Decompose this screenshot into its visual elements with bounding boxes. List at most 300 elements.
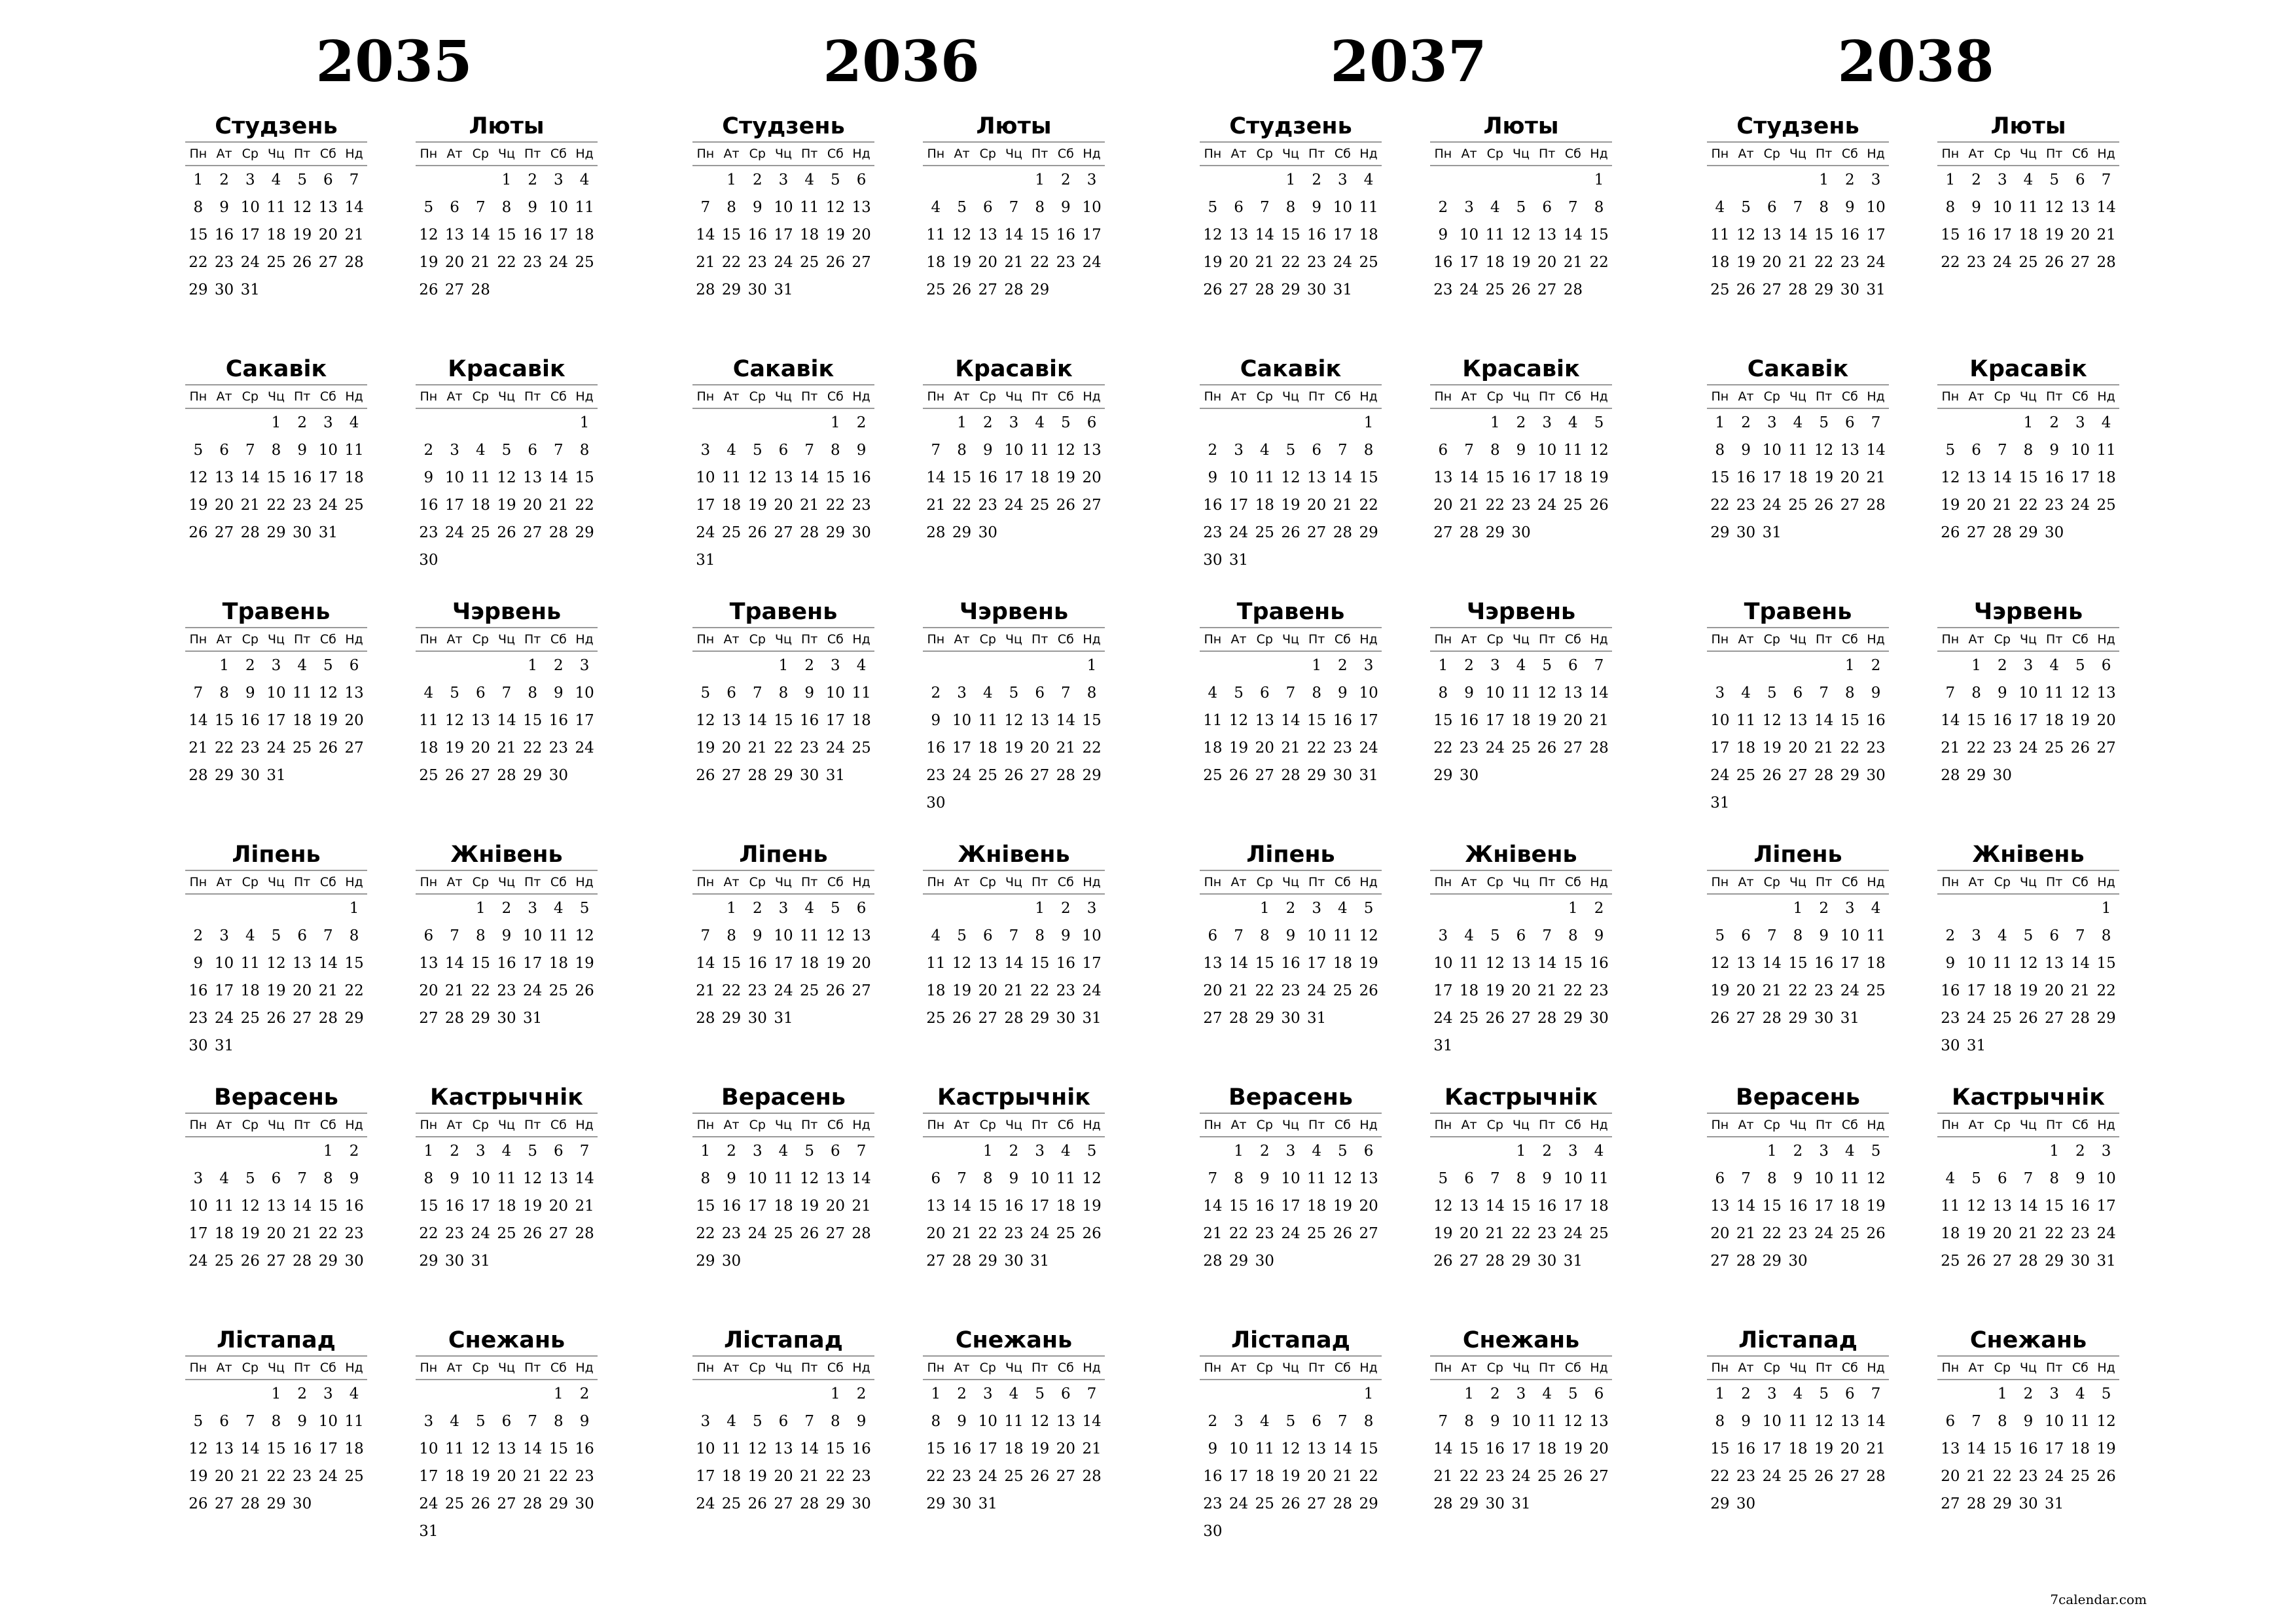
day-cell: 20 [523,497,543,514]
day-cell: 9 [501,927,512,944]
day-cell: 22 [1710,497,1730,514]
day-cell: 5 [193,442,204,459]
day-cell [520,546,546,574]
day-cell: 21 [523,1468,543,1485]
weekday-label: Пт [520,1113,546,1137]
day-cell: 15 [1814,226,1834,243]
weekday-label: Пт [1027,1113,1053,1137]
weekday-label: Сб [546,1356,572,1380]
weekday-label: Сб [823,142,849,166]
weekday-label: Нд [1355,628,1382,651]
day-cell: 14 [1966,1440,1986,1457]
day-cell: 14 [1762,955,1782,972]
day-cell: 2 [856,414,867,431]
day-cell: 2 [349,1143,359,1160]
day-cell: 26 [1966,1253,1986,1270]
weekday-label: Ср [975,870,1001,894]
day-cell: 20 [1788,740,1808,757]
day-cell: 14 [696,955,715,972]
day-cell: 12 [1563,1413,1583,1430]
day-cell: 23 [344,1225,364,1242]
day-cell: 24 [1459,281,1479,298]
day-cell: 13 [1710,1198,1730,1215]
day-cell: 29 [1281,281,1300,298]
day-cell: 23 [1840,254,1859,271]
day-cell: 7 [1871,1385,1881,1402]
site-credit: 7calendar.com [2050,1592,2147,1607]
day-cell: 28 [548,524,568,541]
day-cell: 5 [1542,657,1552,674]
day-cell [341,762,367,789]
weekday-label: Ср [975,142,1001,166]
day-cell: 24 [1082,254,1102,271]
weekday-label: Чц [1785,142,1811,166]
day-cell: 16 [952,1440,972,1457]
day-cell: 15 [419,1198,439,1215]
day-cell: 15 [214,712,234,729]
day-cell: 1 [1363,414,1374,431]
month-title: Студзень [1229,113,1352,139]
day-cell: 9 [2075,1170,2085,1187]
day-cell: 7 [245,1413,255,1430]
day-cell [493,1380,520,1408]
month-grid [416,141,598,304]
month-title: Снежань [955,1327,1073,1353]
weekday-label: Чц [1001,1113,1027,1137]
day-cell: 1 [475,900,486,917]
day-cell: 26 [188,524,208,541]
day-cell: 10 [1004,442,1024,459]
day-cell [520,1518,546,1545]
day-cell [848,546,874,574]
month-block [1430,840,1612,1060]
day-cell: 16 [926,740,946,757]
day-cell [1430,894,1456,922]
day-cell: 11 [800,199,819,216]
day-cell: 29 [575,524,594,541]
day-cell: 9 [752,927,762,944]
day-cell: 15 [926,1440,946,1457]
day-cell: 26 [2070,740,2090,757]
weekday-label: Нд [1863,1113,1889,1137]
day-cell: 28 [1814,767,1834,784]
day-cell: 25 [1710,281,1730,298]
weekday-label: Пн [1937,142,1964,166]
day-cell: 15 [1030,226,1050,243]
day-cell: 6 [1259,685,1270,702]
day-cell: 13 [825,1170,845,1187]
month-title: Травень [1236,599,1345,625]
month-title: Лістапад [217,1327,336,1353]
day-cell: 14 [1563,226,1583,243]
day-cell: 11 [2045,685,2064,702]
day-cell: 2 [1871,657,1881,674]
day-cell: 28 [1255,281,1274,298]
day-cell: 20 [1537,254,1557,271]
day-cell: 13 [548,1170,568,1187]
day-cell: 10 [240,199,260,216]
day-cell: 26 [1736,281,1756,298]
day-cell: 20 [2070,226,2090,243]
day-cell: 23 [1814,982,1834,999]
day-cell: 23 [800,740,819,757]
weekday-label: Сб [1560,628,1587,651]
day-cell: 14 [497,712,516,729]
day-cell: 18 [1589,1198,1609,1215]
weekday-label: Сб [2068,628,2094,651]
day-cell: 9 [804,685,814,702]
day-cell: 6 [778,442,789,459]
day-cell: 6 [1438,442,1448,459]
day-cell: 31 [1966,1037,1986,1054]
day-cell: 10 [471,1170,490,1187]
day-cell: 30 [1736,524,1756,541]
weekday-label: Пн [185,142,211,166]
day-cell: 17 [1082,226,1102,243]
day-cell: 28 [1762,1010,1782,1027]
day-cell: 3 [1009,414,1019,431]
day-cell: 4 [1312,1143,1321,1160]
day-cell: 25 [2070,1468,2090,1485]
day-cell [416,894,442,922]
day-cell: 6 [2101,657,2111,674]
day-cell: 16 [1840,226,1859,243]
day-cell: 25 [926,1010,946,1027]
day-cell [744,546,770,574]
weekday-label: Ср [975,628,1001,651]
month-title: Травень [729,599,838,625]
day-cell: 26 [1030,1468,1050,1485]
day-cell: 28 [318,1010,338,1027]
day-cell: 19 [1333,1198,1352,1215]
day-cell: 30 [2045,524,2064,541]
weekday-label: Пт [1027,628,1053,651]
day-cell: 3 [475,1143,486,1160]
day-cell: 19 [2096,1440,2116,1457]
weekday-label: Пн [1707,1356,1733,1380]
weekday-label: Ат [442,628,468,651]
day-cell [1482,166,1508,194]
month-block [1430,111,1612,304]
day-cell: 7 [193,685,204,702]
day-cell: 17 [1840,955,1859,972]
day-cell [1534,166,1560,194]
day-cell: 27 [852,982,871,999]
day-cell: 19 [1203,254,1223,271]
weekday-label: Пн [416,142,442,166]
month-title: Кастрычнік [937,1084,1090,1111]
month-block [1937,1325,2119,1518]
month-title: Кастрычнік [1444,1084,1598,1111]
day-cell: 28 [926,524,946,541]
day-cell: 13 [214,1440,234,1457]
day-cell: 9 [1945,955,1956,972]
day-cell: 10 [1229,469,1249,486]
day-cell [1482,1032,1508,1060]
day-cell [315,894,342,922]
day-cell: 22 [1433,740,1453,757]
weekday-label: Сб [546,628,572,651]
day-cell: 21 [471,254,490,271]
day-cell [719,651,745,679]
day-cell: 27 [1589,1468,1609,1485]
month-title: Люты [469,113,545,139]
day-cell: 30 [1004,1253,1024,1270]
day-cell: 20 [1307,497,1327,514]
day-cell [1456,166,1482,194]
day-cell [211,408,238,437]
month-grid [1200,1355,1382,1545]
day-cell: 6 [423,927,434,944]
day-cell: 24 [1710,767,1730,784]
day-cell: 8 [831,442,840,459]
day-cell: 19 [696,740,715,757]
weekday-label: Ср [744,628,770,651]
day-cell: 18 [721,497,742,514]
day-cell: 6 [856,171,867,188]
day-cell: 14 [1433,1440,1453,1457]
day-cell: 27 [852,254,871,271]
day-cell: 7 [579,1143,590,1160]
day-cell: 24 [188,1253,208,1270]
day-cell: 31 [240,281,260,298]
day-cell: 9 [450,1170,459,1187]
day-cell: 15 [2045,1198,2064,1215]
day-cell: 25 [721,1495,742,1512]
day-cell: 1 [1767,1143,1777,1160]
day-cell: 25 [419,767,439,784]
day-cell [2093,762,2119,789]
day-cell: 17 [1966,982,1986,999]
weekday-label: Чц [1278,1113,1304,1137]
day-cell: 21 [1004,982,1024,999]
month-grid [185,141,367,304]
day-cell: 20 [214,1468,234,1485]
day-cell: 16 [1736,1440,1756,1457]
day-cell: 6 [1061,1385,1071,1402]
day-cell: 16 [2070,1198,2090,1215]
month-block [1430,597,1612,789]
weekday-label: Пт [2041,1113,2068,1137]
month-title: Студзень [722,113,845,139]
weekday-label: Нд [1079,385,1105,408]
day-cell: 1 [1285,171,1296,188]
day-cell: 28 [471,281,490,298]
day-cell: 4 [1208,685,1218,702]
weekday-label: Чц [493,142,520,166]
day-cell: 4 [726,442,736,459]
day-cell: 5 [1819,1385,1829,1402]
weekday-label: Ср [237,628,263,651]
day-cell: 3 [831,657,840,674]
day-cell: 21 [1866,469,1886,486]
day-cell [1200,408,1226,437]
day-cell: 9 [1819,927,1829,944]
day-cell: 12 [1004,712,1024,729]
day-cell: 28 [1589,740,1609,757]
day-cell: 14 [344,199,364,216]
weekday-label: Пт [1304,385,1330,408]
day-cell: 1 [554,1385,564,1402]
day-cell [416,166,442,194]
day-cell: 8 [931,1413,941,1430]
day-cell: 11 [444,1440,465,1457]
day-cell: 5 [1819,414,1829,431]
weekday-label: Сб [315,385,342,408]
day-cell [1560,762,1587,789]
day-cell: 10 [1537,442,1557,459]
day-cell [263,894,289,922]
day-cell: 2 [2023,1385,2034,1402]
day-cell: 15 [1307,712,1327,729]
day-cell: 27 [214,1495,234,1512]
weekday-label: Пн [692,870,719,894]
weekday-label: Пт [1811,385,1837,408]
day-cell: 23 [852,497,871,514]
day-cell: 19 [1589,469,1609,486]
day-cell: 31 [266,767,286,784]
day-cell: 26 [825,982,845,999]
day-cell: 25 [214,1253,234,1270]
weekday-label: Ат [1226,628,1252,651]
day-cell: 11 [1307,1170,1327,1187]
day-cell: 16 [419,497,439,514]
day-cell: 7 [1009,199,1019,216]
weekday-label: Ср [1482,870,1508,894]
day-cell: 4 [450,1413,459,1430]
day-cell: 6 [475,685,486,702]
weekday-label: Пн [1430,870,1456,894]
day-cell: 30 [1459,767,1479,784]
day-cell: 24 [2018,740,2038,757]
weekday-label: Пн [1200,385,1226,408]
day-cell: 1 [1819,171,1829,188]
day-cell [1053,1247,1079,1275]
day-cell: 30 [1537,1253,1557,1270]
day-cell: 29 [1359,1495,1378,1512]
day-cell: 16 [1307,226,1327,243]
day-cell: 4 [1594,1143,1604,1160]
day-cell: 28 [952,1253,972,1270]
month-block [1707,111,1889,304]
day-cell: 20 [1459,1225,1479,1242]
day-cell: 13 [1788,712,1808,729]
weekday-label: Сб [1330,870,1356,894]
day-cell [1079,276,1105,304]
day-cell: 20 [1840,469,1859,486]
day-cell: 1 [1568,900,1578,917]
day-cell: 25 [1563,497,1583,514]
day-cell: 6 [1542,199,1552,216]
day-cell: 12 [318,685,338,702]
weekday-label: Нд [1079,870,1105,894]
day-cell: 16 [1485,1440,1505,1457]
month-block [923,354,1105,546]
day-cell: 17 [1229,1468,1249,1485]
weekday-label: Чц [263,142,289,166]
weekday-label: Пт [289,385,315,408]
day-cell: 17 [188,1225,208,1242]
month-grid [1200,1113,1382,1275]
day-cell: 5 [501,442,512,459]
day-cell: 17 [747,1198,767,1215]
day-cell: 17 [318,1440,338,1457]
day-cell: 1 [1464,1385,1474,1402]
day-cell: 27 [2070,254,2090,271]
weekday-label: Чц [263,385,289,408]
day-cell [823,1247,849,1275]
day-cell: 23 [1537,1225,1557,1242]
weekday-label: Пт [1811,1356,1837,1380]
day-cell [315,762,342,789]
day-cell: 10 [1866,199,1886,216]
weekday-label: Пн [185,870,211,894]
day-cell: 6 [982,927,993,944]
day-cell: 24 [1563,1225,1583,1242]
day-cell: 4 [1997,927,2007,944]
day-cell: 28 [1941,767,1960,784]
day-cell: 19 [444,740,465,757]
weekday-label: Сб [1837,628,1863,651]
weekday-label: Нд [1586,1356,1612,1380]
day-cell: 10 [2018,685,2038,702]
day-cell: 12 [747,469,767,486]
day-cell: 2 [1208,442,1218,459]
weekday-label: Ат [211,142,238,166]
day-cell: 13 [1082,442,1102,459]
day-cell: 7 [752,685,762,702]
day-cell: 25 [344,1468,364,1485]
weekday-label: Ср [1989,142,2015,166]
day-cell: 12 [1359,927,1378,944]
weekday-label: Ат [442,1356,468,1380]
day-cell: 17 [952,740,972,757]
day-cell: 14 [1992,469,2012,486]
day-cell: 9 [1009,1170,1019,1187]
day-cell [185,1380,211,1408]
day-cell: 17 [575,712,594,729]
day-cell: 12 [952,226,972,243]
year-title: 2038 [1837,29,1994,95]
weekday-label: Нд [1586,628,1612,651]
day-cell [289,762,315,789]
weekday-label: Нд [1079,1356,1105,1380]
day-cell: 5 [1035,1385,1045,1402]
day-cell [237,1137,263,1165]
day-cell: 30 [1788,1253,1808,1270]
day-cell: 11 [1866,927,1886,944]
weekday-label: Чц [770,142,797,166]
day-cell [823,1005,849,1032]
day-cell [949,894,975,922]
day-cell: 11 [1056,1170,1075,1187]
day-cell: 20 [825,1198,845,1215]
day-cell: 29 [774,767,793,784]
day-cell: 6 [1793,685,1803,702]
day-cell: 30 [214,281,234,298]
day-cell: 19 [1056,469,1075,486]
weekday-label: Пт [797,628,823,651]
weekday-label: Ср [1989,870,2015,894]
day-cell: 28 [188,767,208,784]
day-cell: 24 [1485,740,1505,757]
day-cell [1278,1518,1304,1545]
day-cell: 20 [214,497,234,514]
weekday-label: Сб [1053,628,1079,651]
day-cell: 11 [1004,1413,1024,1430]
day-cell: 4 [475,442,486,459]
day-cell: 18 [978,740,997,757]
